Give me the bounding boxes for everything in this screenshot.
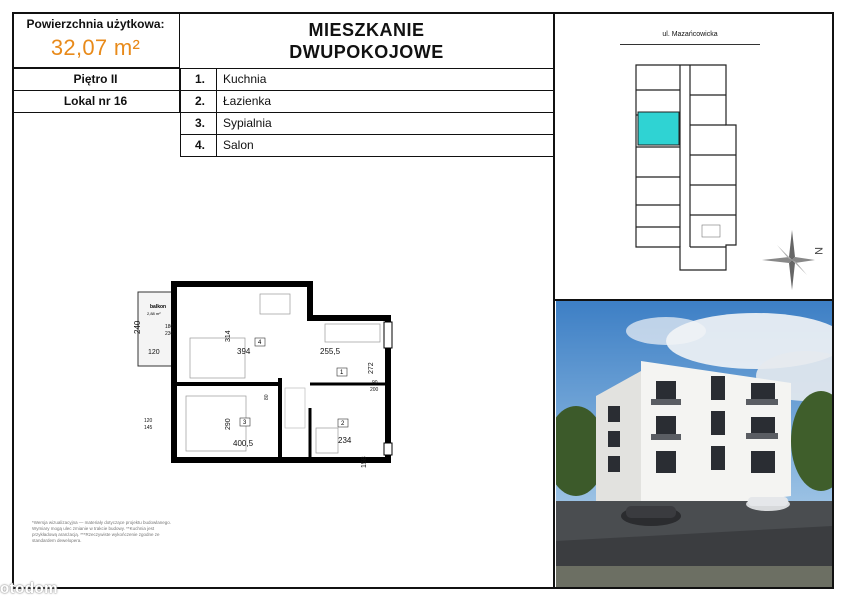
dim-120b: 120 xyxy=(144,418,153,424)
dim-230: 230 xyxy=(165,331,174,337)
disclaimer-notes: *Wersja wizualizacyjna — materiały dotyczące projektu budowlanego. Wymiary mogą ulec zmianie w trakcie budowy. **Kuchnia jest przykładową aranżacją. ***Rzeczywiste wykończenie zgodne ze standardem dewelopera. xyxy=(32,520,171,543)
dim-314: 314 xyxy=(225,330,232,342)
dim-272: 272 xyxy=(368,362,375,374)
unit-highlight xyxy=(638,112,679,145)
compass-label: N xyxy=(812,247,824,255)
room-tag-2: 2 xyxy=(341,421,345,427)
title-line2: DWUPOKOJOWE xyxy=(289,42,444,62)
room-tag-4: 4 xyxy=(258,340,262,346)
watermark-text: otodom xyxy=(0,580,58,597)
room-name-3: Sypialnia xyxy=(216,112,553,134)
dim-240: 240 xyxy=(133,320,142,334)
room-name-4: Salon xyxy=(216,134,553,157)
room-name-2: Łazienka xyxy=(216,90,553,112)
dim-120: 120 xyxy=(148,349,160,356)
balcony-area: 2,88 m² xyxy=(147,311,161,316)
area-label: Powierzchnia użytkowa: xyxy=(26,17,165,31)
dim-90: 90 xyxy=(372,380,378,386)
room-num-4: 4. xyxy=(180,134,216,157)
room-tag-3: 3 xyxy=(243,420,247,426)
left-row-end xyxy=(12,112,180,113)
room-num-1: 1. xyxy=(180,68,216,90)
compass-icon xyxy=(757,225,827,295)
dim-158: 158 xyxy=(361,456,368,468)
window-kitchen xyxy=(384,322,392,348)
room-name-1: Kuchnia xyxy=(216,68,553,90)
street-line xyxy=(620,44,760,45)
floor-label: Piętro II xyxy=(12,68,180,90)
stairs xyxy=(702,225,720,237)
room-num-3: 3. xyxy=(180,112,216,134)
balcony-label: balkon xyxy=(150,304,167,310)
title-line1: MIESZKANIE xyxy=(308,20,425,40)
room-num-2: 2. xyxy=(180,90,216,112)
area-box xyxy=(12,12,180,68)
window-bath xyxy=(384,443,392,455)
floor-plan xyxy=(130,278,410,470)
area-value: 32,07 m² xyxy=(50,35,141,60)
dim-200: 200 xyxy=(370,387,379,393)
dim-255: 255,5 xyxy=(320,347,341,356)
room-tag-1: 1 xyxy=(340,370,344,376)
building-render xyxy=(556,301,832,587)
dim-400: 400,5 xyxy=(233,439,254,448)
unit-label: Lokal nr 16 xyxy=(12,90,180,112)
dim-394: 394 xyxy=(237,347,251,356)
dim-234: 234 xyxy=(338,436,352,445)
dim-290: 290 xyxy=(225,418,232,430)
location-floorplan xyxy=(618,55,748,280)
page-title xyxy=(180,12,553,68)
dim-145: 145 xyxy=(144,425,153,431)
dim-180: 180 xyxy=(165,324,174,330)
dim-80: 80 xyxy=(264,394,270,400)
street-label: ul. Mazańcowicka xyxy=(662,31,718,38)
